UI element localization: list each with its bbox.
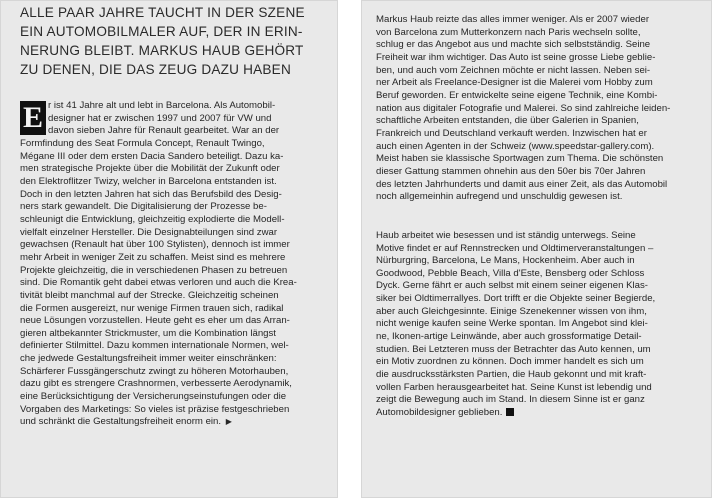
- body-line: nation aus digitaler Fotografie und Malerei. So sind zahlreiche leiden-: [376, 102, 671, 114]
- body-line: nicht wenige kaufen seine Werke spontan. Im Angebot sind klei-: [376, 318, 648, 330]
- body-line: ner Arbeit als Freelance-Designer ist die Malerei vom Hobby zum: [376, 77, 653, 89]
- body-line: Markus Haub reizte das alles immer weniger. Als er 2007 wieder: [376, 14, 650, 25]
- body-line: dazu gibt es strengere Crashnormen, verbesserte Aerodynamik,: [20, 378, 292, 390]
- article-heading: [20, 3, 332, 79]
- body-line: schaftliche Arbeiten entstanden, die über Galerien in Spanien,: [376, 115, 639, 127]
- body-line: schleunigt die Entwicklung, gleichzeitig explodierte die Modell-: [20, 213, 285, 225]
- body-line: men strategische Projekte über die Mobilität der Zukunft oder: [20, 163, 280, 175]
- body-line: vielfalt einzelner Hersteller. Die Designabteilungen sind zwar: [20, 226, 278, 238]
- body-line-text: Automobildesigner geblieben.: [376, 407, 503, 419]
- body-line: designer hat er zwischen 1997 und 2007 für VW und: [48, 112, 272, 124]
- body-line: Frankreich und Deutschland verkauft werden. Inzwischen hat er: [376, 127, 647, 139]
- body-line: zeigt die Bewegung auch im Stand. In diesem Sinne ist er ganz: [376, 394, 645, 406]
- body-line: ners stark gewandelt. Die Digitalisierung der Prozesse be-: [20, 201, 267, 213]
- paragraph-gap: [376, 217, 706, 230]
- body-line-last: [20, 416, 330, 429]
- drop-cap: E: [20, 101, 46, 135]
- body-line: ne, Ikonen-artige Leinwände, aber auch grossformatige Detail-: [376, 331, 642, 343]
- body-line: auch einen Agenten in der Schweiz (www.speedstar-gallery.com).: [376, 140, 655, 152]
- end-of-article-icon: [506, 408, 514, 416]
- body-line: eine Berücksichtigung der Versicherungseinstufungen oder die: [20, 391, 287, 403]
- body-line: Freiheit war ihm wichtiger. Das Auto ist seine grosse Liebe geblie-: [376, 51, 656, 63]
- body-line: aber auch Gleichgesinnte. Einige Szenekenner wissen von ihm,: [376, 305, 647, 317]
- body-line: dieser Gattung stammen ohnehin aus den 50er bis 70er Jahren: [376, 165, 646, 177]
- body-line: Nürburgring, Barcelona, Le Mans, Hockenheim. Aber auch in: [376, 255, 635, 267]
- body-line: schlug er das Angebot aus und machte sich selbstständig. Seine: [376, 39, 651, 51]
- body-line: noch allgemeinhin aufregend und unschuldig gewesen ist.: [376, 191, 623, 203]
- heading-line: ALLE PAAR JAHRE TAUCHT IN DER SZENE: [20, 5, 305, 20]
- body-line: vollen Farben herausgearbeitet hat. Seine Kunst ist lebendig und: [376, 381, 652, 393]
- right-body-text: [376, 14, 706, 420]
- body-line: davon sieben Jahre für Renault gearbeitet. War an der: [48, 125, 280, 137]
- body-line: Projekte gleichzeitig, die in verschiedenen Phasen zu betreuen: [20, 264, 288, 276]
- body-line: Meist haben sie klassische Sportwagen zum Thema. Die schönsten: [376, 153, 664, 165]
- body-line: definierter Stilmittel. Dazu kommen internationale Normen, wel-: [20, 340, 289, 352]
- body-line: sind. Die Romantik geht dabei etwas verloren und auch die Krea-: [20, 277, 297, 289]
- paragraph-gap: [376, 204, 706, 217]
- body-line: siker bei Oldtimerrallyes. Dort trifft er die Objekte seiner Begierde,: [376, 293, 656, 305]
- body-line: Dyck. Gerne fährt er auch selbst mit einem seiner eigenen Klas-: [376, 280, 648, 292]
- body-line: neue Lösungen vorzustellen. Heute geht es eher um das Arran-: [20, 315, 290, 327]
- body-line: Mégane III oder dem ersten Dacia Sandero beteiligt. Dazu ka-: [20, 150, 284, 162]
- body-line: studien. Bei Letzteren muss der Betrachter das Auto kennen, um: [376, 343, 651, 355]
- heading-line: EIN AUTOMOBILMALER AUF, DER IN ERIN-: [20, 24, 303, 39]
- body-line: Motive findet er auf Rennstrecken und Oldtimerveranstaltungen –: [376, 242, 654, 254]
- body-line: Doch in den letzten Jahren hat sich das Berufsbild des Desig-: [20, 188, 282, 200]
- body-line: r ist 41 Jahre alt und lebt in Barcelona. Als Automobil-: [48, 100, 276, 111]
- body-line: Beruf geworden. Er entwickelte seine eigene Technik, eine Kombi-: [376, 89, 658, 101]
- body-line: ben, und auch vom Zeichnen möchte er nicht lassen. Neben sei-: [376, 64, 651, 76]
- body-line: Haub arbeitet wie besessen und ist ständig unterwegs. Seine: [376, 229, 636, 241]
- body-line: des letzten Jahrhunderts und damit aus einer Zeit, als das Automobil: [376, 178, 668, 190]
- body-line-last: [376, 407, 706, 420]
- body-line: Vorgaben des Marketings: So vieles ist präzise festgeschrieben: [20, 403, 290, 415]
- left-body-text: [20, 100, 330, 429]
- body-line: mehr Arbeit in weniger Zeit zu schaffen. Meist sind es mehrere: [20, 251, 286, 263]
- body-line: gieren altbekannter Strickmuster, um die Kombination längst: [20, 327, 276, 339]
- body-line: Goodwood, Pebble Beach, Villa d'Este, Bensberg oder Schloss: [376, 267, 645, 279]
- body-line: Formfindung des Seat Formula Concept, Renault Twingo,: [20, 137, 265, 149]
- body-line: tivität bleibt manchmal auf der Strecke. Gleichzeitig scheinen: [20, 289, 279, 301]
- body-line: die ausdrucksstärksten Partien, die Haub gekonnt und mit kraft-: [376, 369, 647, 381]
- body-line: gewachsen (Renault hat über 100 Stylisten), dennoch ist immer: [20, 239, 290, 251]
- heading-line: NERUNG BLEIBT. MARKUS HAUB GEHÖRT: [20, 43, 304, 58]
- body-line: ein Motiv zuordnen zu können. Doch immer handelt es sich um: [376, 356, 644, 368]
- body-line-text: und schränkt die Gestaltungsfreiheit enorm ein.: [20, 416, 222, 428]
- body-line: Schärferer Fussgängerschutz zwingt zu höheren Motorhauben,: [20, 365, 289, 377]
- continue-arrow-icon: ▶: [225, 417, 232, 427]
- body-line: von Barcelona zum Mutterkonzern nach Paris wechseln sollte,: [376, 26, 641, 38]
- heading-line: ZU DENEN, DIE DAS ZEUG DAZU HABEN: [20, 62, 291, 77]
- body-line: che jedwede Gestaltungsfreiheit immer weiter einschränken:: [20, 353, 277, 365]
- body-line: die Formen ausgereizt, nur wenige Firmen trauen sich, radikal: [20, 302, 284, 314]
- body-line: den Elektroflitzer Twizy, welcher in Barcelona entstanden ist.: [20, 175, 277, 187]
